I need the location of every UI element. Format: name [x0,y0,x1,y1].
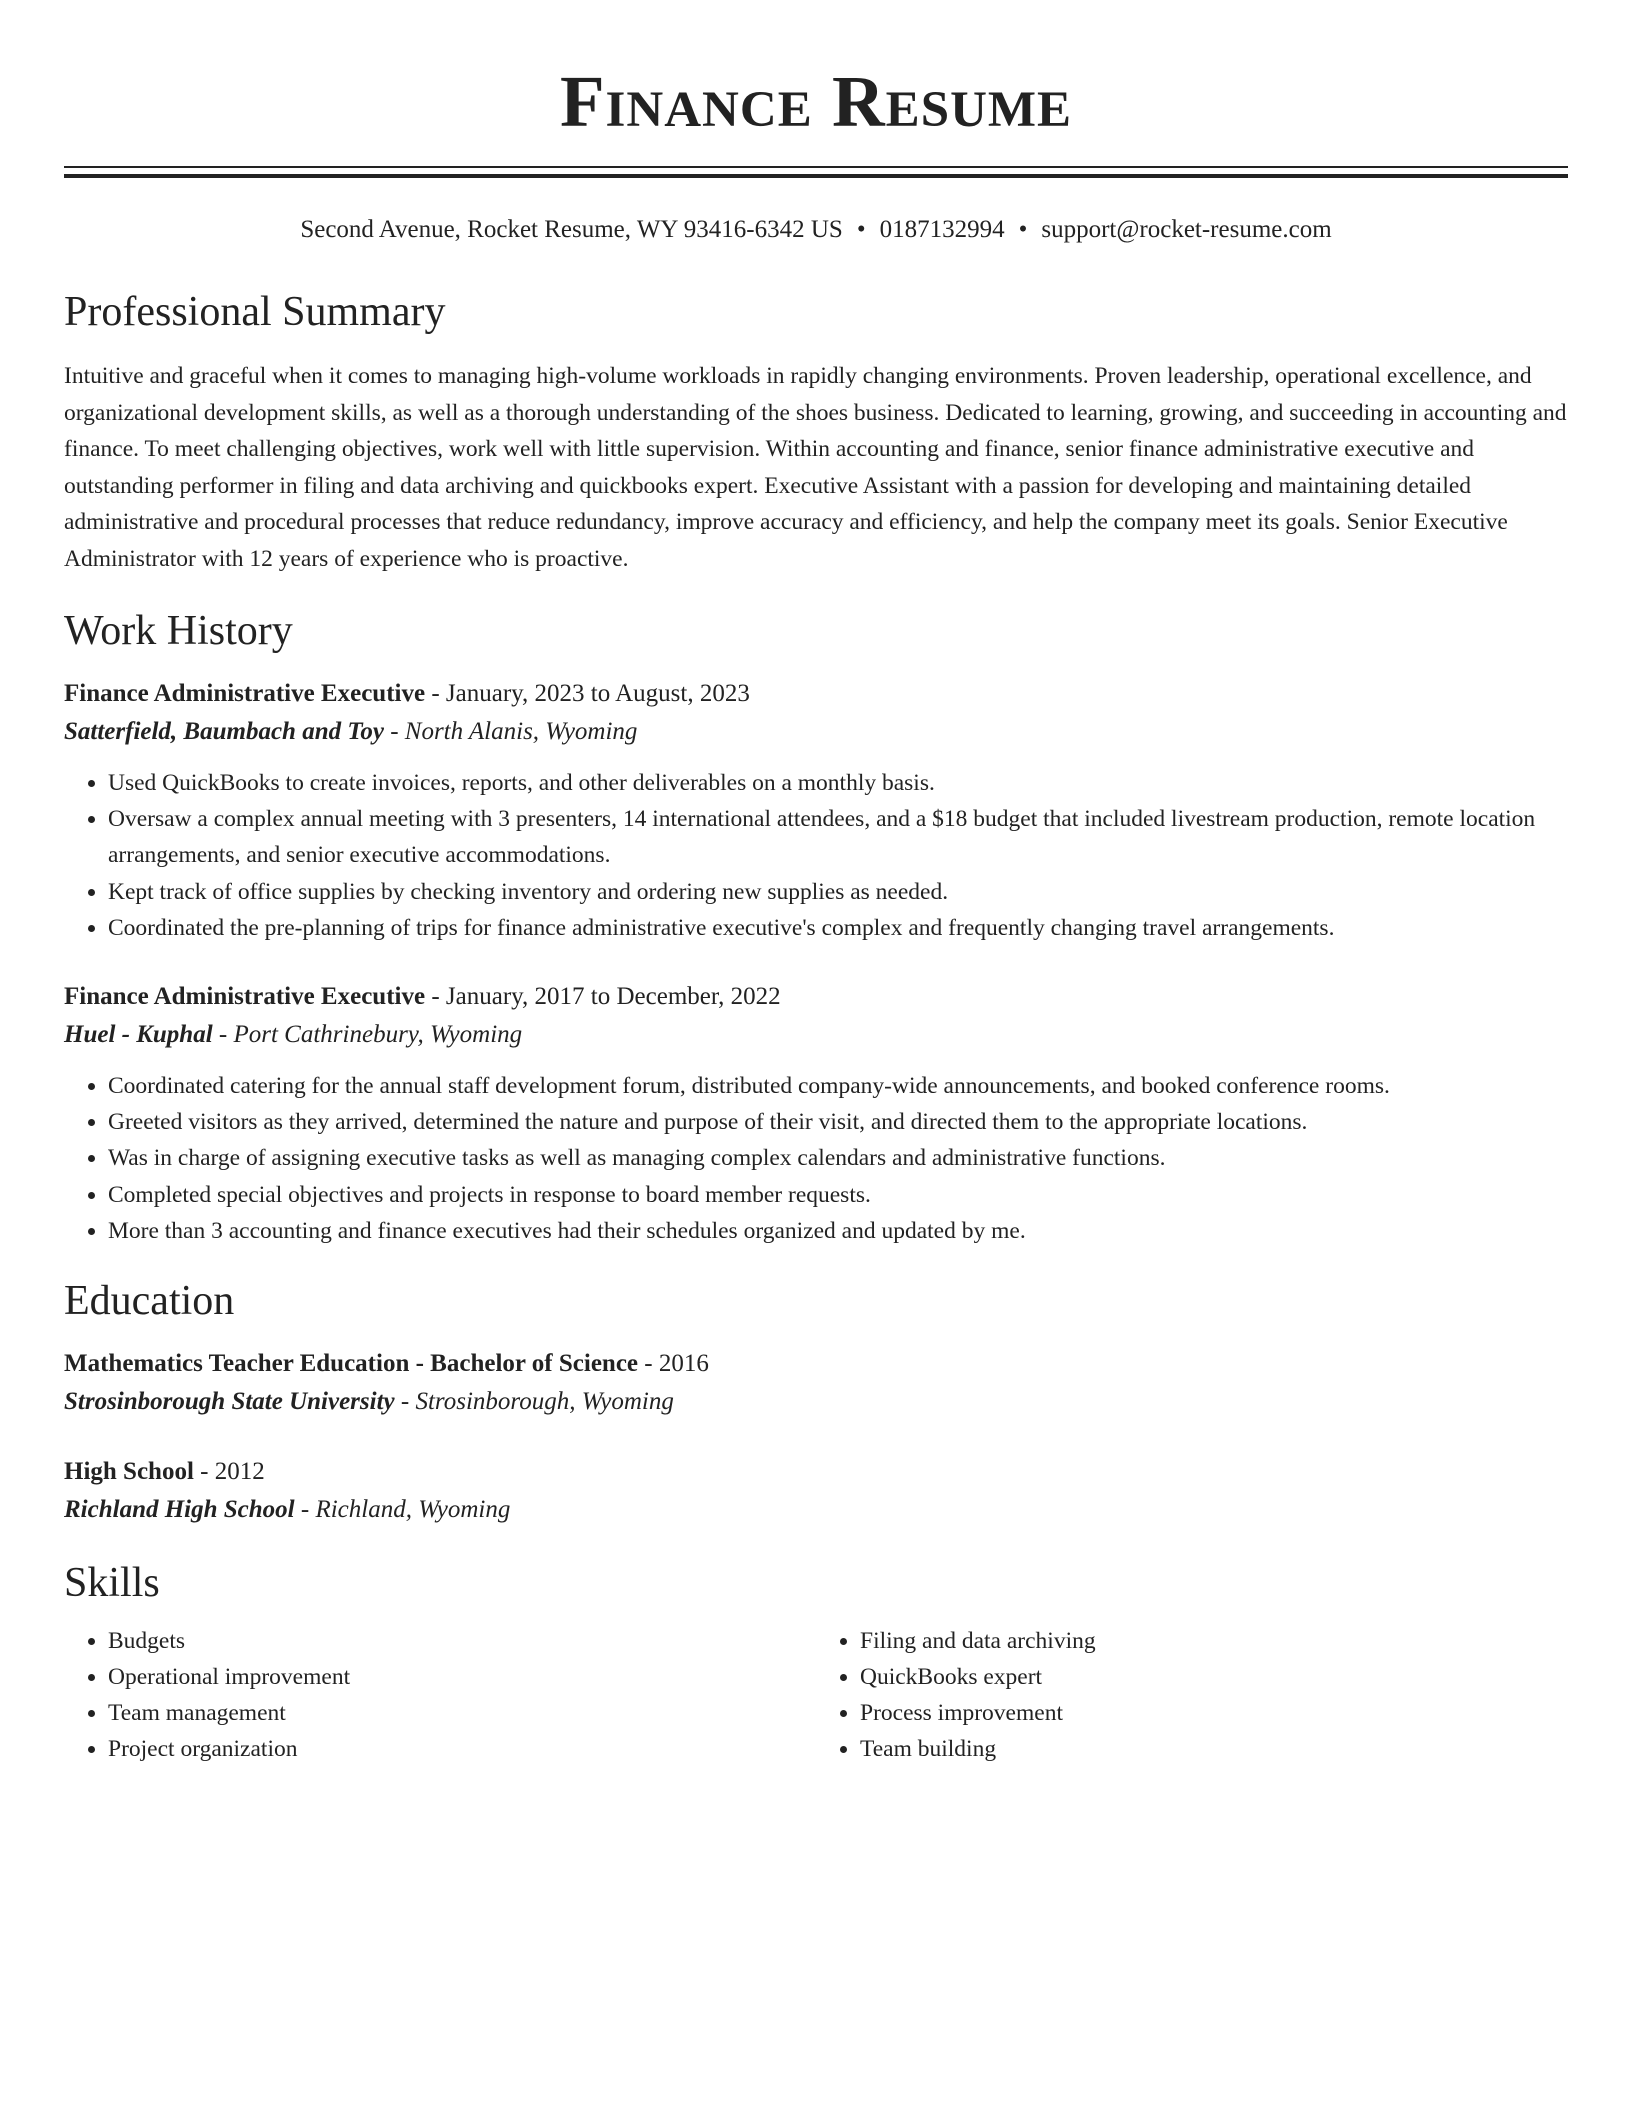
skills-column-left [64,1623,816,1767]
resume-page [64,0,1568,1767]
job-entry [64,978,1568,1249]
contact-phone: 0187132994 [879,216,1005,243]
skill-item: • Team management [108,1695,816,1731]
job-bullet: • More than 3 accounting and finance executives had their schedules organized and updated by me. [108,1213,1568,1249]
job-dates: January, 2017 to December, 2022 [445,983,781,1011]
dash: - [394,1388,416,1416]
job-bullet: • Coordinated the pre-planning of trips for finance administrative executive's complex and frequently changing travel arrangements. [108,910,1568,946]
skill-item: • QuickBooks expert [860,1659,1568,1695]
job-entry [64,675,1568,946]
job-bullet: • Oversaw a complex annual meeting with 3 presenters, 14 international attendees, and a $18 budget that included livestream production, remote location arrangements, and senior executive accommodations. [108,801,1568,873]
job-title-line [64,978,1568,1016]
work-history-heading: Work History [64,608,293,654]
job-company-line [64,1016,1568,1054]
dash: - [425,983,446,1011]
divider-thin [64,166,1568,168]
job-bullet: • Coordinated catering for the annual staff development forum, distributed company-wide announcements, and booked conference rooms. [108,1068,1568,1104]
education-year: 2012 [214,1458,265,1486]
education-degree-line [64,1345,1568,1383]
job-location: North Alanis, Wyoming [404,718,638,745]
dash: - [294,1496,316,1524]
job-bullets [64,1068,1568,1249]
education-school: Strosinborough State University [64,1388,395,1416]
summary-heading: Professional Summary [64,289,446,335]
education-location: Strosinborough, Wyoming [415,1388,674,1416]
education-entry [64,1453,1568,1529]
contact-separator: • [856,216,866,243]
contact-line [64,214,1568,246]
job-bullet: • Used QuickBooks to create invoices, reports, and other deliverables on a monthly basis. [108,765,1568,801]
contact-separator: • [1018,216,1028,243]
job-bullet: • Completed special objectives and projects in response to board member requests. [108,1177,1568,1213]
education-entry [64,1345,1568,1421]
dash: - [212,1021,234,1049]
skill-item: • Team building [860,1731,1568,1767]
skill-item: • Budgets [108,1623,816,1659]
education-school: Richland High School [64,1496,295,1524]
education-degree: Mathematics Teacher Education - Bachelor of Science [64,1350,639,1378]
education-location: Richland, Wyoming [315,1496,511,1524]
dash: - [193,1458,215,1486]
contact-email: support@rocket-resume.com [1041,216,1332,243]
education-degree-line [64,1453,1568,1491]
dash: - [425,680,446,707]
summary-text: Intuitive and graceful when it comes to managing high-volume workloads in rapidly changing environments. Proven leadership, operational excellence, and organizational development skills, as well as a thorough understanding of the shoes business. Dedicated to learning, growing, and succeeding in accounting and finance. To meet challenging objectives, work well with little supervision. Within accounting and finance, senior finance administrative executive and outstanding performer in filing and data archiving and quickbooks expert. Executive Assistant with a passion for developing and maintaining detailed administrative and procedural processes that reduce redundancy, improve accuracy and efficiency, and help the company meet its goals. Senior Executive Administrator with 12 years of experience who is proactive. [64,363,1567,572]
job-location: Port Cathrinebury, Wyoming [233,1021,523,1049]
job-role: Finance Administrative Executive [64,983,426,1011]
dash: - [638,1350,659,1378]
skills-heading: Skills [64,1560,160,1607]
education-year: 2016 [658,1350,709,1378]
job-bullet: • Was in charge of assigning executive tasks as well as managing complex calendars and administrative functions. [108,1140,1568,1176]
skills-column-right [816,1623,1568,1767]
job-dates: January, 2023 to August, 2023 [445,680,750,707]
job-bullet: • Kept track of office supplies by checking inventory and ordering new supplies as needed. [108,874,1568,910]
education-degree: High School [64,1458,194,1486]
resume-name: Finance Resume [559,61,1073,142]
skill-item: • Operational improvement [108,1659,816,1695]
job-bullets [64,765,1568,946]
contact-address: Second Avenue, Rocket Resume, WY 93416-6342 US [300,216,843,243]
job-company-line [64,713,1568,751]
education-school-line [64,1491,1568,1529]
skill-item: • Process improvement [860,1695,1568,1731]
job-bullet: • Greeted visitors as they arrived, determined the nature and purpose of their visit, and directed them to the appropriate locations. [108,1104,1568,1140]
job-role: Finance Administrative Executive [64,680,426,707]
education-heading: Education [64,1278,235,1325]
skill-item: • Project organization [108,1731,816,1767]
skill-item: • Filing and data archiving [860,1623,1568,1659]
job-company: Satterfield, Baumbach and Toy [64,718,384,745]
header-divider [64,166,1568,178]
education-school-line [64,1383,1568,1421]
job-company: Huel - Kuphal [64,1021,213,1049]
dash: - [383,718,405,745]
skills-list [64,1623,1568,1767]
job-title-line [64,675,1568,713]
divider-thick [64,174,1568,178]
